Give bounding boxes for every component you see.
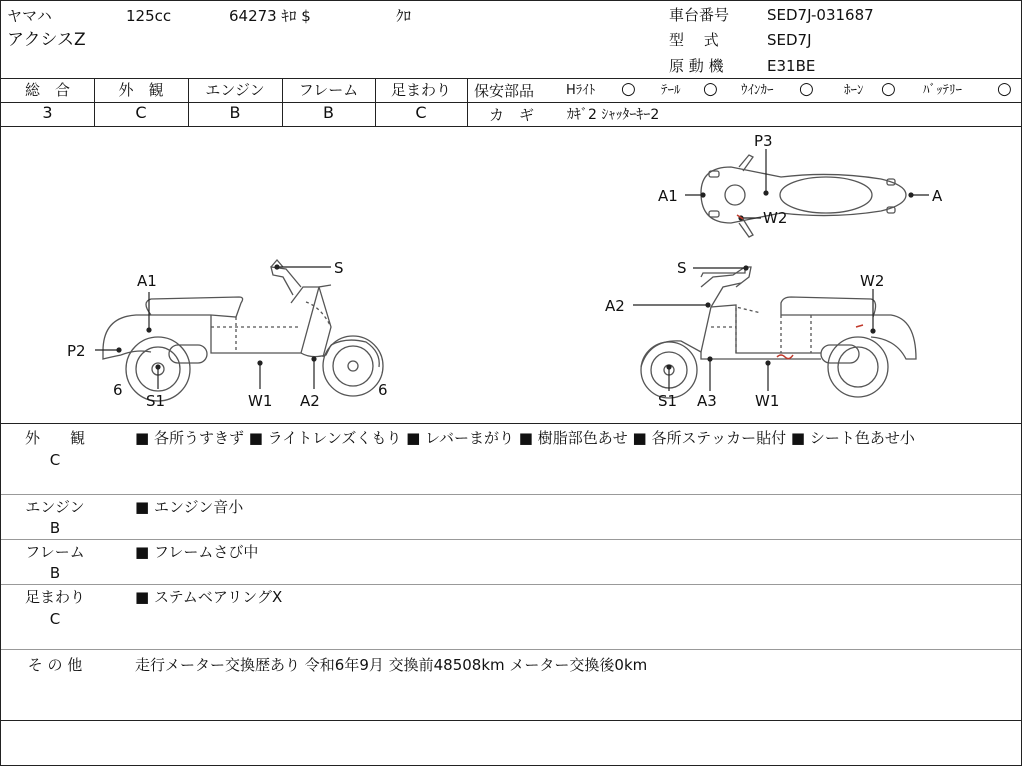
safety-item-battery: ﾊﾞｯﾃﾘｰ [923,83,962,98]
engine-label: 原 動 機 [669,57,724,75]
grade-suspension-label: 足まわり [390,81,451,99]
diagram-label-right-s1: S1 [658,392,678,410]
divider [1,584,1021,585]
remark-suspension-text: ■ ステムベアリングX [135,588,283,606]
grade-engine-value: B [229,103,241,122]
remark-frame-grade: B [49,564,61,582]
leader-lines [95,149,929,391]
grade-exterior-label: 外 観 [118,81,164,99]
scooter-diagram [1,127,1021,423]
remark-frame-text: ■ フレームさび中 [135,543,259,561]
safety-item-headlight: Hﾗｲﾄ [566,83,596,98]
diagram-label-a2: A2 [300,392,320,410]
lot-info: 64273 ｷﾛ $ [229,7,311,25]
maker: ヤマハ [7,7,52,25]
grade-overall-value: 3 [42,103,53,122]
diagram-label-top-a1: A1 [658,187,678,205]
grade-frame-label: フレーム [298,81,359,99]
remark-engine-grade: B [49,519,61,537]
grade-overall-label: 総 合 [24,81,70,99]
safety-item-tail: ﾃｰﾙ [661,83,681,98]
remark-exterior-label: 外 観 [24,429,85,447]
remark-suspension-label: 足まわり [24,588,85,606]
divider [1,78,1021,79]
divider [1,494,1021,495]
divider [1,539,1021,540]
diagram-label-right-w2: W2 [860,272,885,290]
model-name: アクシスZ [7,30,86,50]
color: ｸﾛ [396,7,412,25]
safety-mark-battery: ○ [997,79,1012,99]
key-value: ｶｷﾞ2 ｼｬｯﾀｰｷｰ2 [567,107,660,123]
diagram-label-right-w1: W1 [755,392,780,410]
safety-item-horn: ﾎｰﾝ [844,83,864,98]
diagram-label-a1: A1 [137,272,157,290]
safety-mark-tail: ○ [703,79,718,99]
damage-marks [737,215,863,359]
type-label: 型 式 [669,31,719,49]
diagram-label-s1: S1 [146,392,166,410]
remark-engine-text: ■ エンジン音小 [135,498,244,516]
grade-suspension-value: C [415,103,427,122]
diagram-label-s: S [334,259,344,277]
divider [1,423,1021,424]
remark-frame-label: フレーム [25,543,85,561]
diagram-label-top-a: A [932,187,943,205]
safety-mark-headlight: ○ [621,79,636,99]
diagram-label-top-w2: W2 [763,209,788,227]
divider [1,720,1021,721]
chassis-label: 車台番号 [669,6,730,24]
diagram-label-6b: 6 [378,381,388,399]
safety-mark-horn: ○ [881,79,896,99]
grade-engine-label: エンジン [205,81,265,99]
scooter-top-view [701,155,906,237]
diagram-label-p2: P2 [67,342,86,360]
displacement: 125cc [126,7,172,25]
diagram-label-w1: W1 [248,392,273,410]
diagram-label-right-a3: A3 [697,392,717,410]
diagram-label-6a: 6 [113,381,123,399]
grade-exterior-value: C [135,103,147,122]
chassis-value: SED7J-031687 [767,6,874,24]
remark-exterior-text: ■ 各所うすきず ■ ライトレンズくもり ■ レバーまがり ■ 樹脂部色あせ ■ 各所ステッカー貼付 ■ シート色あせ小 [135,429,915,447]
divider [1,649,1021,650]
safety-label: 保安部品 [474,82,535,100]
diagram-label-right-s: S [677,259,687,277]
key-label: カ ギ [489,106,535,124]
remark-engine-label: エンジン [25,498,85,516]
engine-value: E31BE [767,57,816,75]
divider [467,78,468,126]
remark-exterior-grade: C [49,451,61,469]
divider [467,102,1021,103]
safety-item-winker: ｳｲﾝｶｰ [741,83,774,98]
diagram-label-right-a2: A2 [605,297,625,315]
diagram-label-p3: P3 [754,132,773,150]
type-value: SED7J [767,31,812,49]
safety-mark-winker: ○ [799,79,814,99]
remark-suspension-grade: C [49,610,61,628]
grade-frame-value: B [323,103,334,122]
other-text: 走行メーター交換歴あり 令和6年9月 交換前48508km メーター交換後0km [135,656,648,674]
other-label: そ の 他 [27,656,83,674]
